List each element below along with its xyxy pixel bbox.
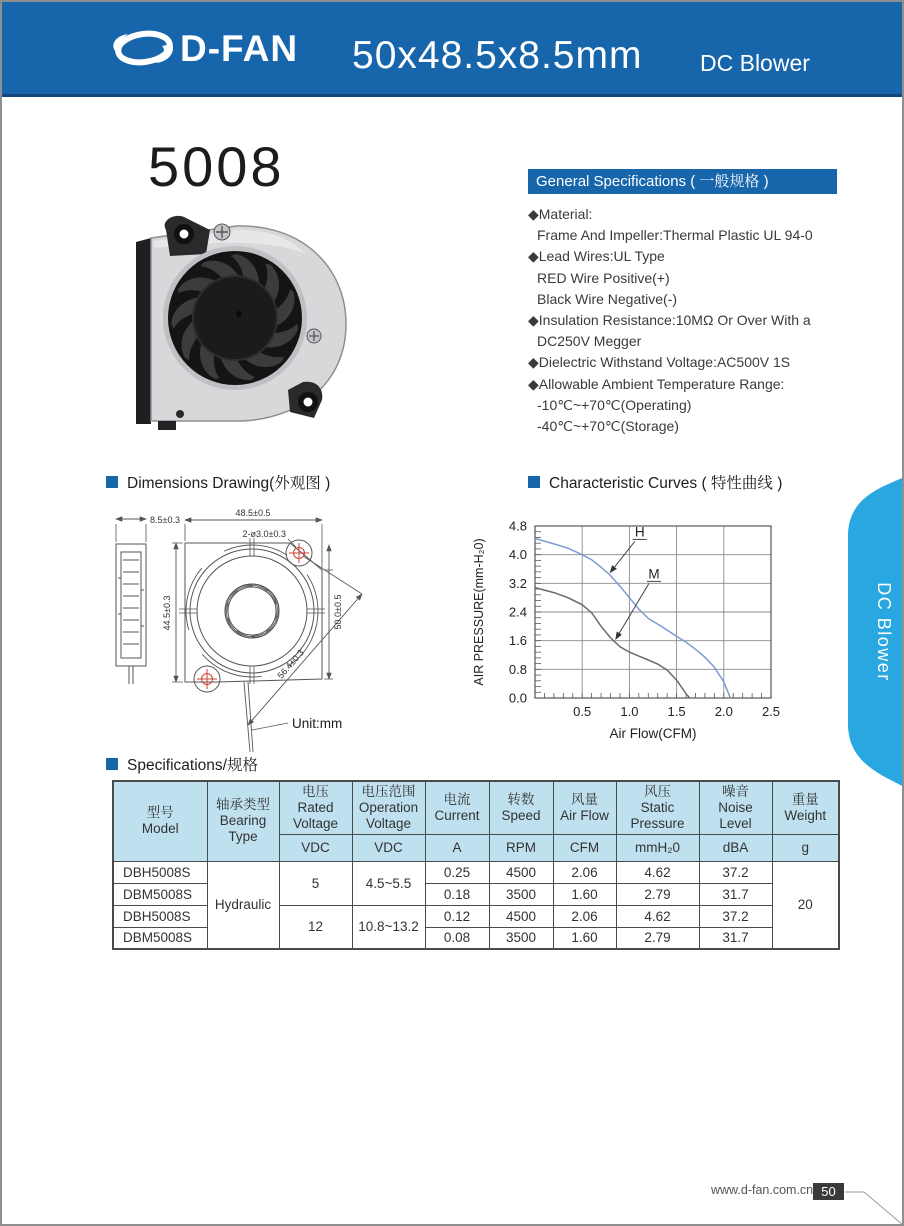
dim-side-width: 8.5±0.3 [150,515,180,525]
svg-text:3.2: 3.2 [508,575,527,591]
unit-operation-voltage: VDC [352,834,425,861]
spec-line: RED Wire Positive(+) [537,269,670,286]
corner-decoration [842,1180,904,1226]
spec-line: ◆Insulation Resistance:10MΩ Or Over With a [528,312,811,329]
header-bar [2,2,902,97]
unit-rated-voltage: VDC [279,834,352,861]
website-url: www.d-fan.com.cn [711,1183,814,1197]
general-specs-title: General Specifications ( 一般规格 ) [528,169,837,194]
unit-current: A [425,834,489,861]
general-specifications-section [528,169,837,437]
svg-text:0.5: 0.5 [573,704,592,719]
spec-table-section-title: Specifications/规格 [106,753,258,775]
col-header-weight: 重量 Weight [772,781,839,834]
svg-text:0.8: 0.8 [508,661,527,677]
svg-text:H: H [634,524,645,540]
unit-air-flow: CFM [553,834,616,861]
svg-text:Air Flow(CFM): Air Flow(CFM) [609,726,697,741]
svg-text:2.5: 2.5 [761,704,781,719]
dc-blower-side-tab [844,472,902,794]
col-header-speed: 转数 Speed [489,781,553,834]
dim-front-width: 48.5±0.5 [235,508,271,518]
product-photo [118,202,356,442]
unit-speed: RPM [489,834,553,861]
table-row: DBM5008S 0.08 3500 1.60 2.79 31.7 [113,927,839,949]
table-row: DBH5008S 12 10.8~13.2 0.12 4500 2.06 4.62 37.2 [113,905,839,927]
svg-text:4.0: 4.0 [508,547,527,563]
dim-height-right: 50.0±0.5 [333,594,343,630]
characteristic-curves-chart [470,505,792,745]
svg-text:1.5: 1.5 [667,704,686,719]
col-header-current: 电流 Current [425,781,489,834]
curve-H [535,539,730,699]
dfan-logo-icon [110,26,176,70]
spec-line: -10℃~+70℃(Operating) [537,396,692,413]
col-header-model: 型号 Model [113,781,207,861]
general-specs-list [528,204,837,437]
table-row: DBM5008S 0.18 3500 1.60 2.79 31.7 [113,883,839,905]
dim-diagonal: 56.4±0.3 [275,647,306,681]
svg-text:0.0: 0.0 [508,690,527,706]
dimensions-drawing [100,494,500,762]
curve-M [535,588,690,698]
dim-height-left: 44.5±0.3 [162,595,172,631]
unit-label: Unit:mm [292,716,343,731]
svg-text:2.4: 2.4 [508,604,527,620]
svg-text:AIR PRESSURE(mm-H₂0): AIR PRESSURE(mm-H₂0) [472,538,486,686]
col-header-noise: 噪音 Noise Level [699,781,772,834]
svg-text:4.8: 4.8 [508,518,527,534]
bearing-type-cell: Hydraulic [207,861,279,949]
spec-line: ◆Allowable Ambient Temperature Range: [528,375,785,392]
spec-line: Frame And Impeller:Thermal Plastic UL 94-0 [537,227,813,244]
model-number: 5008 [148,135,285,198]
unit-static-pressure: mmH₂0 [616,834,699,861]
blue-square-icon [528,476,540,488]
spec-line: DC250V Megger [537,333,642,350]
col-header-operation-voltage: 电压范围 Operation Voltage [352,781,425,834]
spec-line: ◆Dielectric Withstand Voltage:AC500V 1S [528,354,791,371]
col-header-rated-voltage: 电压 Rated Voltage [279,781,352,834]
page-number-badge: 50 [813,1183,844,1200]
dim-holes: 2-ø3.0±0.3 [242,529,286,539]
col-header-static-pressure: 风压 Static Pressure [616,781,699,834]
col-header-air-flow: 风量 Air Flow [553,781,616,834]
spec-line: -40℃~+70℃(Storage) [537,418,679,435]
svg-text:M: M [648,566,660,582]
col-header-bearing: 轴承类型 Bearing Type [207,781,279,861]
side-tab-label: DC Blower [874,582,894,682]
blue-square-icon [106,476,118,488]
svg-text:1.0: 1.0 [620,704,639,719]
header-subtitle: DC Blower [700,50,810,76]
unit-weight: g [772,834,839,861]
page-title: 50x48.5x8.5mm [352,34,643,77]
dimensions-section-title: Dimensions Drawing(外观图 ) [106,471,330,493]
spec-line: ◆Material: [528,206,593,222]
curves-section-title: Characteristic Curves ( 特性曲线 ) [528,471,782,493]
brand-name: D-FAN [180,28,299,69]
specifications-table [112,780,840,950]
spec-line: Black Wire Negative(-) [537,290,678,307]
weight-cell: 20 [772,861,839,949]
spec-line: ◆Lead Wires:UL Type [528,248,665,265]
unit-noise: dBA [699,834,772,861]
svg-text:1.6: 1.6 [508,633,527,649]
table-row: DBH5008S Hydraulic 5 4.5~5.5 0.25 4500 2.06 4.62 37.2 20 [113,861,839,883]
svg-text:2.0: 2.0 [714,704,733,719]
